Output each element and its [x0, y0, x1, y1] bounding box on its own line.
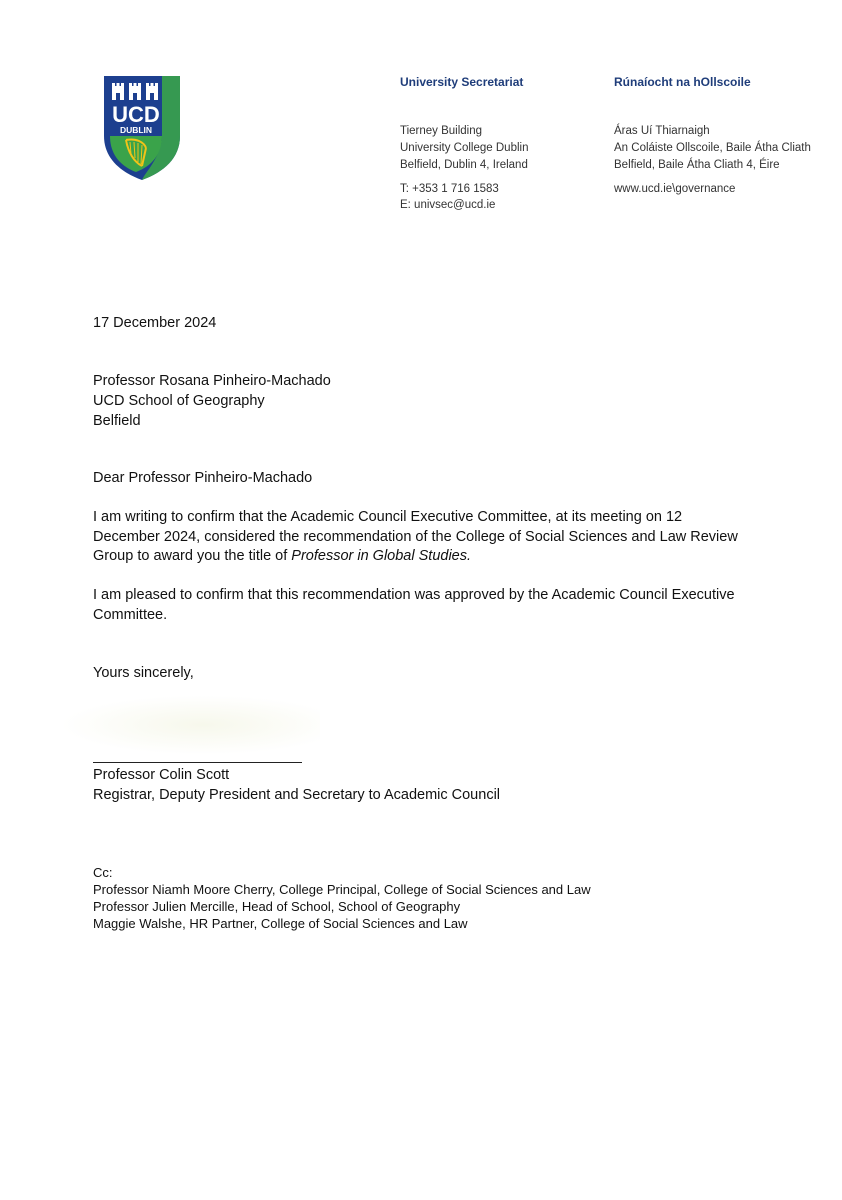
address-line: Belfield, Dublin 4, Ireland [400, 159, 528, 171]
secretariat-title-irish: Rúnaíocht na hOllscoile [614, 75, 751, 89]
address-line: University College Dublin [400, 142, 529, 154]
logo-ucd-text: UCD [112, 102, 160, 127]
website-link: www.ucd.ie\governance [614, 183, 736, 195]
phone-number: T: +353 1 716 1583 [400, 183, 499, 195]
cc-recipient: Professor Julien Mercille, Head of School, School of Geography [93, 899, 461, 914]
signature-mark [60, 695, 320, 755]
paragraph-2-line: I am pleased to confirm that this recommendation was approved by the Academic Council Executive [93, 587, 735, 603]
recipient-line: Belfield [93, 413, 141, 429]
signatory-title: Registrar, Deputy President and Secretary to Academic Council [93, 787, 501, 803]
cc-recipient: Professor Niamh Moore Cherry, College Principal, College of Social Sciences and Law [93, 882, 591, 897]
award-title: Professor in Global Studies. [291, 548, 472, 564]
paragraph-1-line [93, 547, 471, 567]
recipient-line: UCD School of Geography [93, 393, 265, 409]
paragraph-2-line: Committee. [93, 607, 168, 623]
address-line-irish: An Coláiste Ollscoile, Baile Átha Cliath [614, 142, 811, 154]
signature-line [93, 762, 302, 763]
ucd-logo [104, 76, 180, 180]
letter-date: 17 December 2024 [93, 315, 217, 331]
address-line-irish: Belfield, Baile Átha Cliath 4, Éire [614, 159, 780, 171]
address-line: Tierney Building [400, 125, 483, 137]
paragraph-1-line: December 2024, considered the recommendation of the College of Social Sciences and Law Review [93, 529, 738, 545]
signatory-name: Professor Colin Scott [93, 767, 230, 783]
salutation: Dear Professor Pinheiro-Machado [93, 470, 313, 486]
paragraph-1-line: I am writing to confirm that the Academic Council Executive Committee, at its meeting on 12 [93, 509, 683, 525]
cc-recipient: Maggie Walshe, HR Partner, College of Social Sciences and Law [93, 916, 468, 931]
paragraph-1-text: Group to award you the title of [93, 548, 292, 564]
logo-dublin-text: DUBLIN [119, 125, 153, 135]
address-line-irish: Áras Uí Thiarnaigh [614, 125, 710, 137]
closing: Yours sincerely, [93, 665, 194, 681]
secretariat-title: University Secretariat [400, 75, 524, 89]
email-address: E: univsec@ucd.ie [400, 199, 496, 211]
cc-label: Cc: [93, 865, 113, 880]
recipient-line: Professor Rosana Pinheiro-Machado [93, 373, 331, 389]
